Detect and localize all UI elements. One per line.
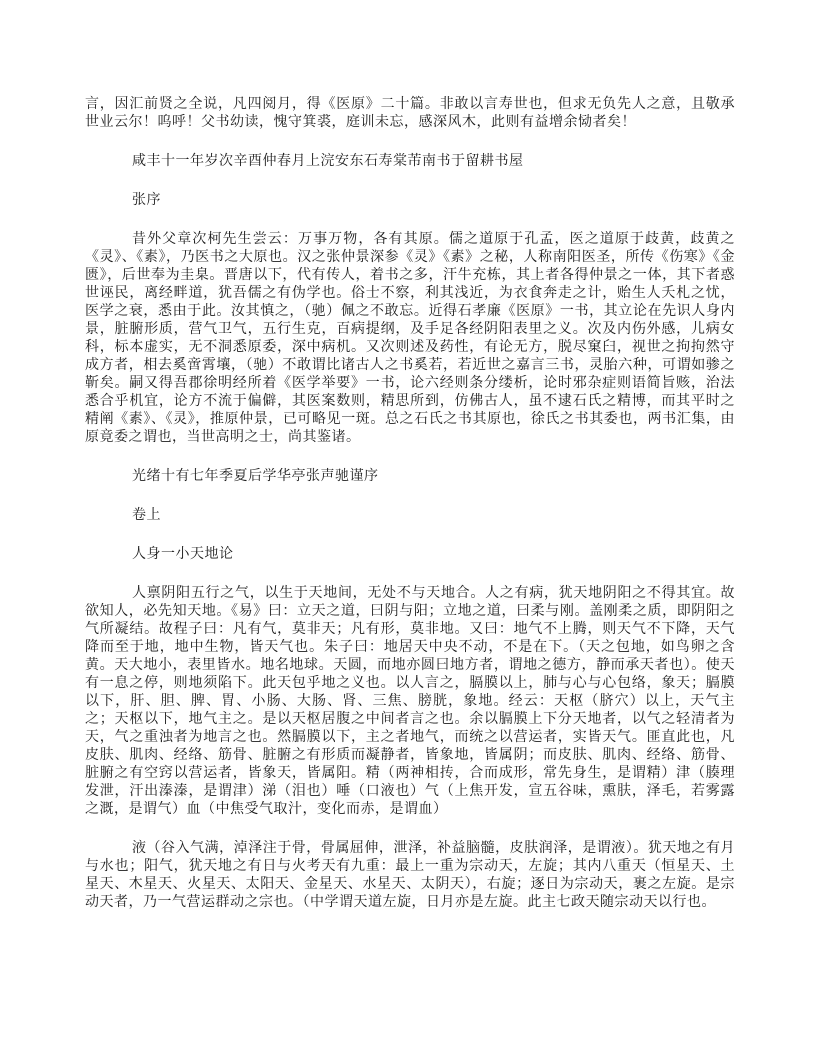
zhang-preface-paragraph: 昔外父章次柯先生尝云：万事万物，各有其原。儒之道原于孔孟，医之道原于歧黄，歧黄之《灵》、《素》，乃医书之大原也。汉之张仲景深参《灵》《素》之秘，人称南阳医圣，所传《伤寒》《金匮》，后世奉为圭臬。晋唐以下，代有传人，着书之多，汗牛充栋，其上者各得仲景之一体，其下者惑世诬民，离经畔道，犹吾儒之有伪学也。俗士不察，利其浅近，为衣食奔走之计，贻生人夭札之忧，医学之衰，悉由于此。汝其慎之，（驰）佩之不敢忘。近得石孝廉《医原》一书，其立论在先识人身内景，脏腑形质，营气卫气，五行生克，百病提纲，及手足各经阴阳表里之义。次及内伤外感，儿病女科，标本虚实，无不洞悉原委，深中病机。又次则述及药性，有论无方，脱尽窠臼，视世之拘拘然守成方者，相去奚啻霄壤，（驰）不敢谓比诸古人之书奚若，若近世之嘉言三书，灵胎六种，可谓如骖之靳矣。嗣又得吾郡徐明经所着《医学举要》一书，论六经则条分缕析，论时邪杂症则语简旨赅，治法悉合乎机宜，论方不流于偏僻，其医案数则，精思所到，仿佛古人，虽不逮石氏之精博，而其平时之精阐《素》、《灵》，推原仲景，已可略见一斑。总之石氏之书其原也，徐氏之书其委也，两书汇集，由原竟委之谓也，当世高明之士，尚其鉴诸。 xyxy=(85,232,735,445)
xianfeng-dateline: 咸丰十一年岁次辛酉仲春月上浣安东石寿棠芾南书于留耕书屋 xyxy=(132,154,524,169)
preface-continuation-paragraph: 言，因汇前贤之全说，凡四阅月，得《医原》二十篇。非敢以言寿世也，但求无负先人之意，且敬承世业云尔！呜呼！父书幼读，愧守箕裘，庭训未忘，感深风木，此则有益增余恸者矣！ xyxy=(85,97,735,130)
zhang-preface-heading: 张序 xyxy=(132,193,161,208)
essay-title-heading: 人身一小天地论 xyxy=(132,547,234,562)
essay-body-paragraph-1: 人禀阴阳五行之气，以生于天地间，无处不与天地合。人之有病，犹天地阴阳之不得其宜。故欲知人，必先知天地。《易》曰：立天之道，曰阴与阳；立地之道，曰柔与刚。盖刚柔之质，即阴阳之气所凝结。故程子曰：凡有气，莫非天；凡有形，莫非地。又曰：地气不上腾，则天气不下降，天气降而至于地，地中生物，皆天气也。朱子曰：地居天中央不动，不是在下。（天之包地，如鸟卵之含黄。天大地小，表里皆水。地名地球。天圆，而地亦圆曰地方者，谓地之德方，静而承天者也）。使天有一息之停，则地须陷下。此天包乎地之义也。以人言之，膈膜以上，肺与心与心包络，象天；膈膜以下，肝、胆、脾、胃、小肠、大肠、肾、三焦、膀胱，象地。经云：天枢（脐穴）以上，天气主之；天枢以下，地气主之。是以天枢居腹之中间者言之也。余以膈膜上下分天地者，以气之轻清者为天，气之重浊者为地言之也。然膈膜以下，主之者地气，而统之以营运者，实皆天气。匪直此也，凡皮肤、肌肉、经络、筋骨、脏腑之有形质而凝静者，皆象地，皆属阴；而皮肤、肌肉、经络、筋骨、脏腑之有空窍以营运者，皆象天，皆属阳。精（两神相抟，合而成形，常先身生，是谓精）津（腠理发泄，汗出溱溱，是谓津）涕（泪也）唾（口液也）气（上焦开发，宣五谷味，熏肤，泽毛，若雾露之溉，是谓气）血（中焦受气取汁，变化而赤，是谓血） xyxy=(85,586,735,817)
essay-body-paragraph-2: 液（谷入气满，淖泽注于骨，骨属屈伸，泄泽，补益脑髓，皮肤润泽，是谓液）。犹天地之有月与水也；阳气，犹天地之有日与火考天有九重：最上一重为宗动天，左旋；其内八重天（恒星天、土星天、木星天、火星天、太阳天、金星天、水星天、太阴天），右旋；逐日为宗动天，裹之左旋。是宗动天者，乃一气营运群动之宗也。（中学谓天道左旋，日月亦是左旋。此主七政天随宗动天以行也。 xyxy=(85,841,735,910)
volume-one-heading: 卷上 xyxy=(132,508,161,523)
guangxu-dateline: 光绪十有七年季夏后学华亭张声驰谨序 xyxy=(132,469,379,484)
